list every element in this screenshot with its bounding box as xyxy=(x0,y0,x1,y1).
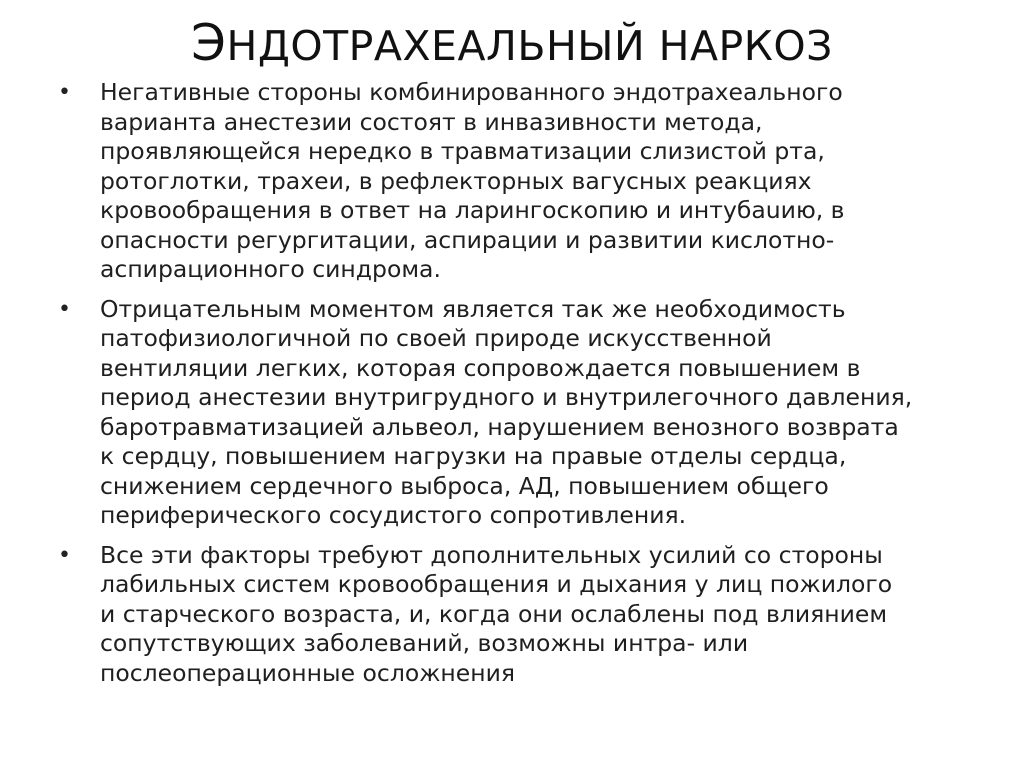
text-line: к сердцу, повышением нагрузки на правые отделы сердца, xyxy=(100,442,847,470)
bullet-item xyxy=(56,295,976,531)
text-line: варианта анестезии состоят в инвазивности метода, xyxy=(100,107,763,136)
text-line: ротоглотки, трахеи, в рефлекторных вагусных реакциях xyxy=(100,166,812,195)
slide-title xyxy=(0,14,1024,72)
text-line: опасности регургитации, аспирации и развитии кислотно- xyxy=(100,225,835,254)
bullet-marker: • xyxy=(58,296,71,322)
bullet-text xyxy=(100,78,976,285)
slide-title-first-letter: Э xyxy=(191,14,227,72)
bullet-text xyxy=(100,541,976,689)
bullet-marker: • xyxy=(58,542,71,568)
text-line: вентиляции легких, которая сопровождается повышением в xyxy=(100,353,861,382)
text-line: период анестезии внутригрудного и внутрилегочного давления, xyxy=(100,383,913,411)
text-line: баротравматизацией альвеол, нарушением венозного возврата xyxy=(100,412,899,441)
text-line: послеоперационные осложнения xyxy=(100,658,515,687)
text-line: Отрицательным моментом является так же необходимость xyxy=(100,294,846,323)
text-line: лабильных систем кровообращения и дыхания у лиц пожилого xyxy=(100,570,893,598)
bullet-item xyxy=(56,78,976,285)
bullet-list xyxy=(56,78,976,698)
bullet-item xyxy=(56,541,976,689)
bullet-marker: • xyxy=(58,80,71,105)
text-line: патофизиологичной по своей природе искусственной xyxy=(100,324,772,352)
text-line: Негативные стороны комбинированного эндотрахеального xyxy=(100,78,843,106)
bullet-text xyxy=(100,295,976,531)
text-line: периферического сосудистого сопротивления. xyxy=(100,501,687,529)
text-line: аспирационного синдрома. xyxy=(100,255,441,283)
text-line: сопутствующих заболеваний, возможны интра- или xyxy=(100,629,749,657)
text-line: проявляющейся нередко в травматизации слизистой рта, xyxy=(100,137,825,165)
text-line: снижением сердечного выброса, АД, повышением общего xyxy=(100,471,829,500)
text-line: Все эти факторы требуют дополнительных усилий со стороны xyxy=(100,540,883,569)
text-line: кровообращения в ответ на ларингоскопию и интубаuию, в xyxy=(100,196,845,224)
slide-title-rest: НДОТРАХЕАЛЬНЫЙ НАРКОЗ xyxy=(226,22,833,70)
text-line: и старческого возраста, и, когда они ослаблены под влиянием xyxy=(100,599,888,628)
